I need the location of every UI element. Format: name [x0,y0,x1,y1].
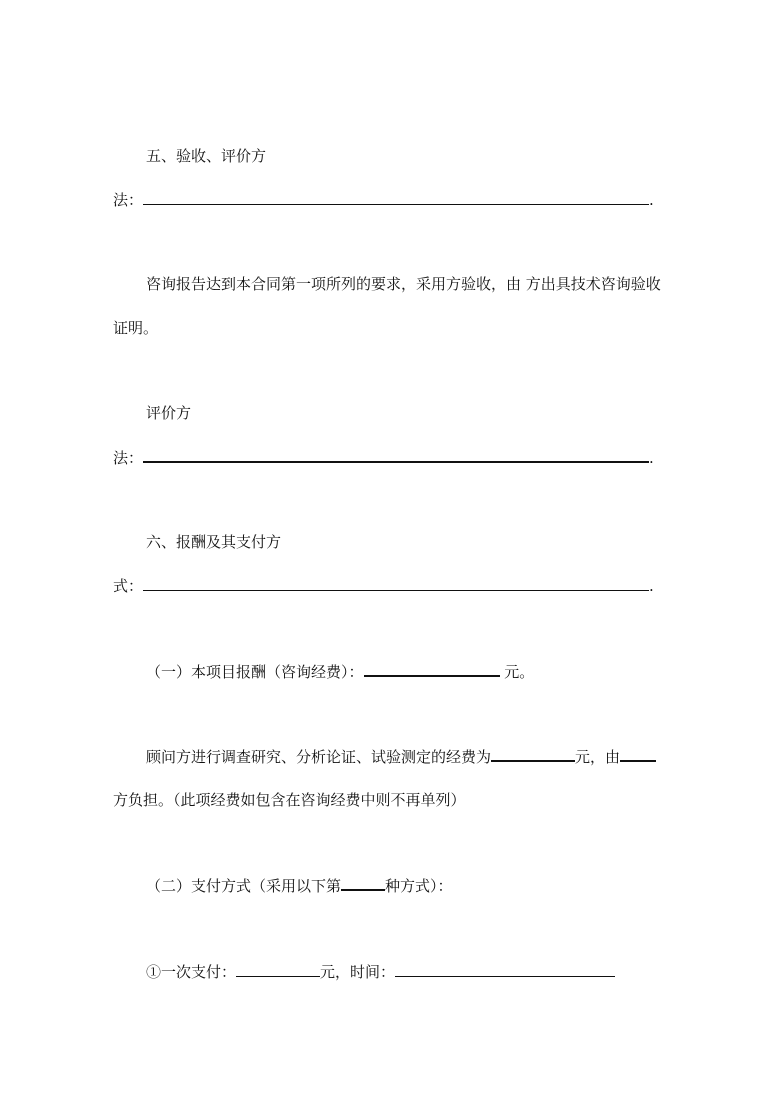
section-6-heading [146,532,281,552]
section-5-heading [146,146,266,166]
single-payment-time-label: 元，时间： [320,963,396,981]
project-fee-label: （一）本项目报酬（咨询经费）： [146,663,364,681]
research-cost-text-2: 方负担。（此项经费如包含在咨询经费中则不再单列） [113,791,466,809]
evaluation-heading-text: 评价方 [146,404,192,422]
section-6-heading-text: 六、报酬及其支付方 [146,533,282,551]
evaluation-method-blank[interactable] [143,447,649,463]
research-cost-line-2 [113,790,466,810]
project-fee-unit: 元。 [504,663,535,681]
evaluation-method-line [113,447,654,468]
payment-type-line [146,875,453,896]
research-cost-amount-blank[interactable] [491,746,575,762]
acceptance-paragraph-line-2 [113,318,158,338]
project-fee-line [146,661,534,682]
payment-type-text-b: 种方式）： [385,877,453,895]
single-payment-time-blank[interactable] [395,962,615,977]
evaluation-method-end: . [649,449,654,467]
evaluation-heading [146,403,191,423]
single-payment-amount-blank[interactable] [236,962,320,977]
single-payment-line [146,962,615,982]
acceptance-paragraph-text-1: 咨询报告达到本合同第一项所列的要求，采用方验收，由 方出具技术咨询验收 [146,275,661,293]
payment-method-line [113,576,654,596]
payment-type-blank[interactable] [341,875,385,891]
payment-type-text-a: （二）支付方式（采用以下第 [146,877,342,895]
project-fee-blank[interactable] [364,661,500,677]
acceptance-method-line [113,190,654,210]
payment-method-label: 式： [113,577,144,595]
section-5-heading-text: 五、验收、评价方 [146,147,267,165]
acceptance-method-end: . [649,191,654,209]
research-cost-text-b: 元，由 [575,748,621,766]
acceptance-method-blank[interactable] [143,190,649,205]
acceptance-method-label: 法： [113,191,144,209]
single-payment-label: ①一次支付： [146,963,237,981]
payment-method-end: . [649,577,654,595]
research-cost-party-blank[interactable] [620,746,656,762]
research-cost-line-1 [146,746,656,767]
acceptance-paragraph-text-2: 证明。 [113,319,159,337]
research-cost-text-a: 顾问方进行调查研究、分析论证、试验测定的经费为 [146,748,492,766]
evaluation-method-label: 法： [113,449,144,467]
payment-method-blank[interactable] [143,576,649,591]
acceptance-paragraph-line-1 [146,274,661,294]
